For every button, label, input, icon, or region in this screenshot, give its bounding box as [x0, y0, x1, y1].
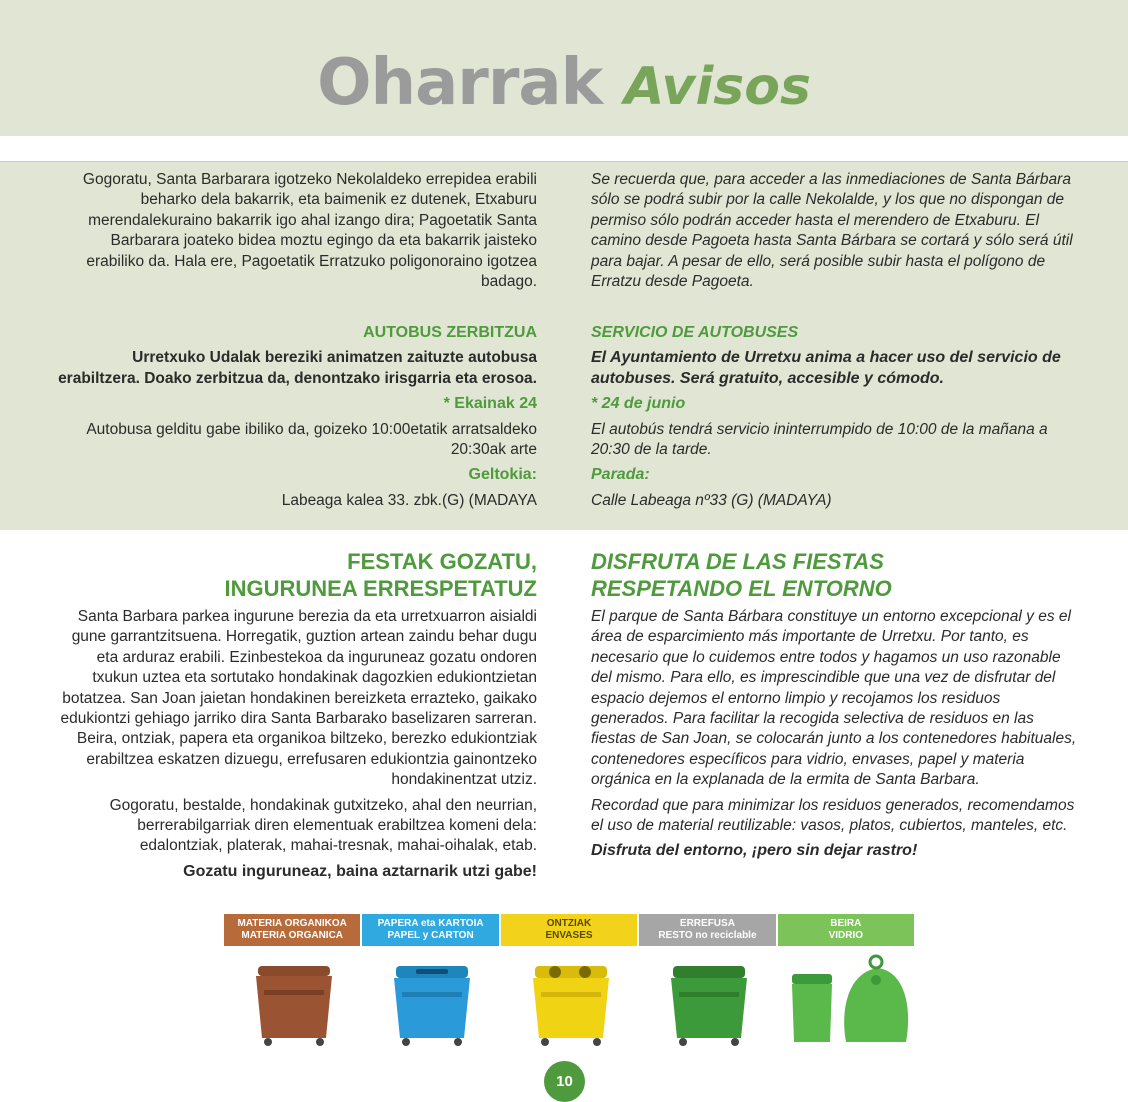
bus-section-es — [591, 323, 1081, 511]
bin-rest — [639, 914, 777, 1050]
festival-title-eu-2: INGURUNEA ERRESPETATUZ — [224, 576, 537, 601]
bus-stop-es: Calle Labeaga nº33 (G) (MADAYA) — [591, 491, 832, 509]
bin-organic-label-es: MATERIA ORGANICA — [241, 930, 344, 941]
glass-bin-icon — [778, 950, 914, 1050]
bin-rest-label-eu: ERREFUSA — [679, 918, 735, 929]
bin-paper-label — [362, 914, 498, 946]
bus-stop-eu: Labeaga kalea 33. zbk.(G) (MADAYA — [281, 491, 537, 509]
bin-organic-label — [224, 914, 360, 946]
bin-glass-label-eu: BEIRA — [830, 918, 862, 929]
festival-p1-eu: Santa Barbara parkea ingurune berezia da eta urretxuarron aisialdi gune garrantzitsuena. Horregatik, guztion artean zaindu behar dugu eta arduraz erabili. Ezinbestekoa da inguruneaz gozatu ondoren txukun uztea eta sortutako hondakinak dagozkien edukiontzietan botatzea. San Joan jaietan hondakinen bereizketa errazteko, gaikako edukiontzi gehiago jarriko dira Santa Barbarako baselizaren sarreran. Beira, ontziak, papera eta organikoa biltzeko, berezko edukiontziak erabiltzea eskatzen dizuegu, errefusaren edukiontzia gainontzeko hondakinentzat utziz. — [60, 608, 537, 789]
festival-title-es-2: RESPETANDO EL ENTORNO — [591, 576, 892, 601]
festival-section-es — [591, 548, 1081, 862]
bin-rest-label-es: RESTO no reciclable — [658, 930, 757, 941]
paper-bin-icon — [362, 950, 498, 1050]
bin-paper-label-eu: PAPERA eta KARTOIA — [377, 918, 484, 929]
bus-section-eu — [54, 323, 537, 511]
festival-p2-es: Recordad que para minimizar los residuos generados, recomendamos el uso de material reutilizable: vasos, platos, cubiertos, manteles, etc. — [591, 796, 1075, 835]
festival-title-es-1: DISFRUTA DE LAS FIESTAS — [591, 549, 884, 574]
bin-paper-label-es: PAPEL y CARTON — [387, 930, 474, 941]
organic-bin-icon — [224, 950, 360, 1050]
bin-rest-label — [639, 914, 775, 946]
bus-stop-label-es: Parada: — [591, 466, 650, 484]
bin-glass — [778, 914, 914, 1050]
rest-bin-icon — [639, 950, 775, 1050]
page-number: 10 — [544, 1061, 585, 1102]
bin-glass-label — [778, 914, 914, 946]
packaging-bin-icon — [501, 950, 637, 1050]
title-spanish: Avisos — [624, 57, 811, 117]
title-basque: Oharrak — [317, 46, 603, 120]
bus-stop-label-eu: Geltokia: — [468, 466, 537, 484]
festival-section-eu — [54, 548, 537, 882]
bus-schedule-es: El autobús tendrá servicio ininterrumpido de 10:00 de la mañana a 20:30 de la tarde. — [591, 420, 1048, 459]
page-title — [0, 46, 1128, 120]
notice-text-eu: Gogoratu, Santa Barbarara igotzeko Nekolaldeko errepidea erabili beharko dela bakarrik, eta baimenik ez dutenek, Etxaburu merendalekuraino bakarrik igo ahal izango dira; Pagoetatik Santa Barbarara joateko bidea moztu egingo da eta bakarrik jaisteko erabiliko da. Hala ere, Pagoetatik Erratzuko poligonoraino igotzea badago. — [82, 171, 537, 291]
festival-p1-es: El parque de Santa Bárbara constituye un entorno excepcional y es el área de esparcimiento más importante de Urretxu. Por tanto, es necesario que lo cuidemos entre todos y hagamos un uso razonable del mismo. Para ello, es imprescindible que una vez de disfrutar del espacio dejemos el entorno limpio y recojamos los residuos generados. Para facilitar la recogida selectiva de residuos en las fiestas de San Joan, se colocarán junto a los contenedores habituales, contenedores específicos para vidrio, envases, papel y materia orgánica en la explanada de la ermita de Santa Barbara. — [591, 608, 1077, 789]
bus-date-es: * 24 de junio — [591, 395, 686, 413]
bus-date-eu: * Ekainak 24 — [443, 395, 537, 413]
bus-schedule-eu: Autobusa gelditu gabe ibiliko da, goizeko 10:00etatik arratsaldeko 20:30ak arte — [86, 420, 537, 459]
bus-heading-eu: AUTOBUS ZERBITZUA — [363, 324, 537, 341]
bin-glass-label-es: VIDRIO — [828, 930, 864, 941]
bin-packaging — [501, 914, 639, 1050]
notice-basque — [54, 170, 537, 292]
notice-spanish — [591, 170, 1081, 292]
festival-title-eu-1: FESTAK GOZATU, — [347, 549, 537, 574]
festival-p2-eu: Gogoratu, bestalde, hondakinak gutxitzeko, ahal den neurrian, berrerabilgarriak diren elementuak erabiltzea komeni dela: edalontziak, platerak, mahai-tresnak, mahai-oihalak, etab. — [109, 796, 537, 855]
bin-packaging-label-es: ENVASES — [545, 930, 593, 941]
bus-intro-eu: Urretxuko Udalak bereziki animatzen zaituzte autobusa erabiltzera. Doako zerbitzua da, denontzako irisgarria eta erosoa. — [58, 349, 537, 387]
bus-heading-es: SERVICIO DE AUTOBUSES — [591, 324, 799, 341]
bin-packaging-label — [501, 914, 637, 946]
bin-organic — [224, 914, 362, 1050]
recycling-bins-strip — [224, 914, 914, 1050]
bin-organic-label-eu: MATERIA ORGANIKOA — [237, 918, 347, 929]
festival-closing-es: Disfruta del entorno, ¡pero sin dejar rastro! — [591, 842, 918, 860]
bus-intro-es: El Ayuntamiento de Urretxu anima a hacer uso del servicio de autobuses. Será gratuito, accesible y cómodo. — [591, 349, 1061, 387]
notice-text-es: Se recuerda que, para acceder a las inmediaciones de Santa Bárbara sólo se podrá subir por la calle Nekolalde, y los que no dispongan de permiso sólo podrán acceder hasta el merendero de Etxaburu. El camino desde Pagoeta hasta Santa Bárbara se cortará y sólo será útil para bajar. A pesar de ello, será posible subir hasta el polígono de Erratzu desde Pagoeta. — [591, 171, 1073, 291]
bin-paper — [362, 914, 500, 1050]
festival-closing-eu: Gozatu inguruneaz, baina aztarnarik utzi gabe! — [183, 862, 537, 880]
bin-packaging-label-eu: ONTZIAK — [546, 918, 592, 929]
